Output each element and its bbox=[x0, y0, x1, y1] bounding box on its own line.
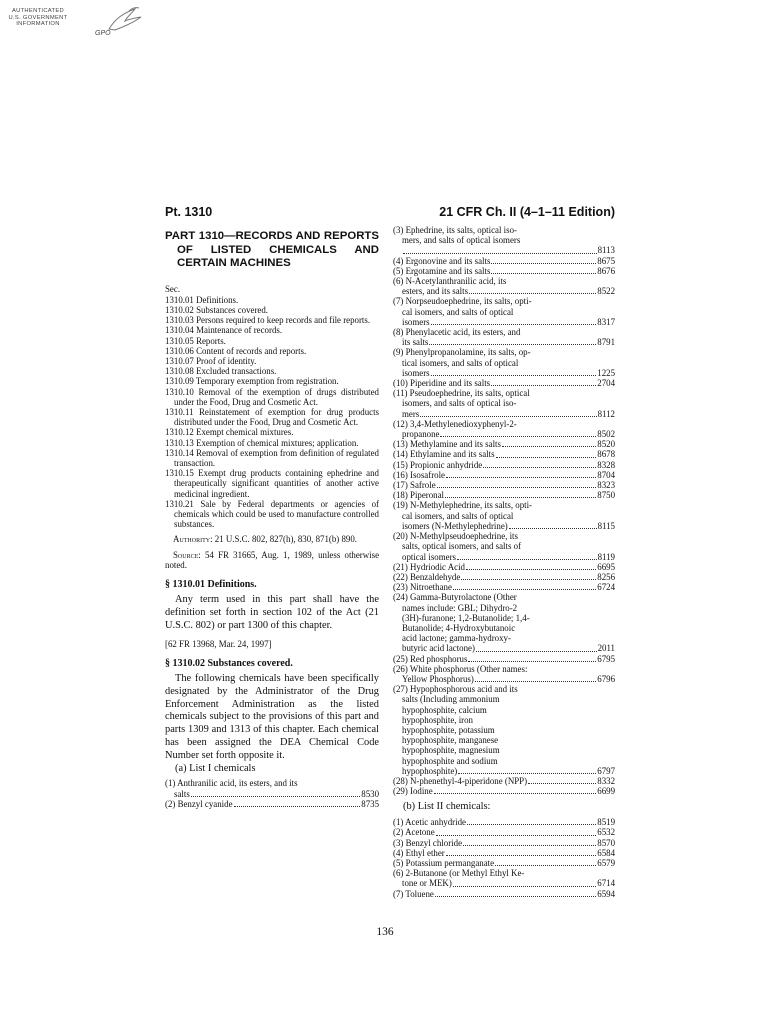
entry-line bbox=[393, 848, 615, 858]
entry-line bbox=[393, 245, 615, 255]
entry-line bbox=[393, 286, 615, 296]
entry-name: (1) Acetic anhydride bbox=[393, 817, 466, 828]
entry-continuation: acid lactone; gamma-hydroxy- bbox=[402, 633, 511, 644]
toc-item: 1310.10 Removal of the exemption of drugs distributed under the Food, Drug and Cosmetic Act. bbox=[165, 386, 379, 407]
entry-name: (6) 2-Butanone (or Methyl Ethyl Ke- bbox=[393, 868, 525, 879]
toc-item: 1310.01 Definitions. bbox=[165, 294, 239, 305]
list-entry bbox=[393, 827, 615, 837]
entry-name: (2) Acetone bbox=[393, 827, 435, 838]
entry-name: (13) Methylamine and its salts bbox=[393, 439, 501, 450]
entry-name: (14) Ethylamine and its salts bbox=[393, 449, 495, 460]
dot-leader bbox=[468, 661, 596, 662]
entry-line bbox=[393, 317, 615, 327]
entry-name: (2) Benzyl cyanide bbox=[165, 798, 233, 809]
section-1310-02-heading: § 1310.02 Substances covered. bbox=[165, 657, 293, 669]
entry-name: (5) Ergotamine and its salts bbox=[393, 265, 491, 276]
dot-leader bbox=[234, 806, 361, 807]
right-column bbox=[393, 225, 615, 899]
chemical-code: 8317 bbox=[597, 316, 615, 327]
logo-gpo: GPO bbox=[95, 30, 111, 37]
entry-name: (16) Isosafrole bbox=[393, 469, 445, 480]
entry-line bbox=[393, 643, 615, 653]
entry-name: (4) Ergonovine and its salts bbox=[393, 255, 491, 266]
list-entry bbox=[393, 858, 615, 868]
entry-name: (24) Gamma-Butyrolactone (Other bbox=[393, 592, 517, 603]
chemical-code: 6714 bbox=[597, 878, 615, 889]
entry-line bbox=[393, 368, 615, 378]
list-entry bbox=[393, 889, 615, 899]
entry-continuation: optical isomers bbox=[402, 551, 456, 562]
toc-item: 1310.05 Reports. bbox=[165, 335, 226, 346]
entry-name: (26) White phosphorus (Other names: bbox=[393, 663, 528, 674]
dot-leader bbox=[466, 569, 596, 570]
entry-continuation: hypophosphite, iron bbox=[402, 714, 473, 725]
entry-continuation: salts, optical isomers, and salts of bbox=[402, 541, 522, 552]
toc-item: 1310.03 Persons required to keep records and file reports. bbox=[165, 315, 371, 326]
section-1310-02-text: The following chemicals have been specifically designated by the Administrator of the Drug Enforcement Administration as the listed chemicals subject to the provisions of this part and parts 1309 and 1313 of this chapter. Each chemical has been assigned the DEA Chemical Code Number set forth opposite it. bbox=[165, 672, 379, 761]
entry-continuation: salts bbox=[174, 788, 190, 799]
list-entry bbox=[393, 592, 615, 653]
dot-leader bbox=[491, 273, 596, 274]
entry-continuation: isomers bbox=[402, 367, 430, 378]
chemical-code: 8676 bbox=[597, 265, 615, 276]
list-entry bbox=[393, 838, 615, 848]
dot-leader bbox=[491, 385, 596, 386]
entry-line bbox=[393, 776, 615, 786]
authority-note bbox=[165, 534, 379, 544]
chemical-code: 8522 bbox=[597, 286, 615, 297]
entry-name: (20) N-Methylpseudoephedrine, its bbox=[393, 531, 518, 542]
running-head bbox=[165, 205, 615, 221]
entry-name: (3) Ephedrine, its salts, optical iso- bbox=[393, 225, 517, 235]
dot-leader bbox=[453, 589, 596, 590]
list-1-right-entries bbox=[393, 225, 615, 796]
part-title: PART 1310—RECORDS AND REPORTS OF LISTED CHEMICALS AND CERTAIN MACHINES bbox=[165, 230, 379, 269]
logo-text bbox=[7, 8, 69, 28]
dot-leader bbox=[469, 293, 596, 294]
entry-continuation: tical isomers, and salts of optical bbox=[402, 357, 519, 368]
entry-name: (17) Safrole bbox=[393, 480, 436, 491]
eagle-icon bbox=[105, 5, 145, 33]
entry-name: (5) Potassium permanganate bbox=[393, 857, 495, 868]
dot-leader bbox=[467, 824, 596, 825]
dot-leader bbox=[420, 416, 596, 417]
list-entry bbox=[393, 562, 615, 572]
entry-name: (23) Nitroethane bbox=[393, 582, 452, 593]
chemical-code: 8328 bbox=[597, 459, 615, 470]
section-1310-01-text: Any term used in this part shall have the definition set forth in section 102 of the Act (21 U.S.C. 802) or part 1300 of this chapter. bbox=[165, 594, 379, 631]
entry-line bbox=[393, 378, 615, 388]
chemical-code: 8519 bbox=[597, 817, 615, 828]
chemical-code: 6695 bbox=[597, 561, 615, 572]
entry-line bbox=[393, 817, 615, 827]
entry-line bbox=[393, 470, 615, 480]
list-entry bbox=[393, 296, 615, 327]
dot-leader bbox=[436, 835, 597, 836]
chemical-code: 6584 bbox=[597, 847, 615, 858]
list-entry bbox=[393, 449, 615, 459]
dot-leader bbox=[403, 253, 597, 254]
source-note bbox=[165, 550, 379, 570]
entry-line bbox=[393, 449, 615, 459]
entry-line bbox=[393, 572, 615, 582]
entry-line bbox=[393, 838, 615, 848]
entry-continuation: names include: GBL; Dihydro-2 bbox=[402, 602, 518, 613]
section-1310-01-heading: § 1310.01 Definitions. bbox=[165, 578, 257, 590]
entry-line bbox=[393, 562, 615, 572]
entry-line bbox=[393, 766, 615, 776]
chemical-code: 8735 bbox=[361, 798, 379, 809]
entry-name: (7) Norpseudoephedrine, its salts, opti- bbox=[393, 296, 532, 307]
list-entry bbox=[393, 500, 615, 531]
dot-leader bbox=[463, 845, 596, 846]
entry-continuation: hypophosphite and sodium bbox=[402, 755, 498, 766]
list-entry bbox=[393, 378, 615, 388]
entry-continuation: cal isomers, and salts of optical bbox=[402, 510, 514, 521]
table-of-contents bbox=[165, 295, 379, 530]
list-entry bbox=[165, 799, 379, 809]
entry-continuation: isomers (N-Methylephedrine) bbox=[402, 520, 508, 531]
authority-label: Authority: bbox=[173, 534, 213, 545]
entry-name: (29) Iodine bbox=[393, 786, 433, 797]
toc-item: 1310.07 Proof of identity. bbox=[165, 355, 257, 366]
list-2-label: (b) List II chemicals: bbox=[403, 801, 491, 813]
entry-name: (4) Ethyl ether bbox=[393, 847, 445, 858]
entry-name: (7) Toluene bbox=[393, 888, 434, 899]
toc-item: 1310.11 Reinstatement of exemption for drug products distributed under the Food, Drug and Cosmetic Act. bbox=[165, 406, 379, 428]
running-head-part: Pt. 1310 bbox=[165, 205, 213, 219]
entry-line bbox=[393, 786, 615, 796]
entry-name: (11) Pseudoephedrine, its salts, optical bbox=[393, 388, 530, 399]
entry-continuation: cal isomers, and salts of optical bbox=[402, 306, 514, 317]
list-entry bbox=[393, 490, 615, 500]
list-entry bbox=[393, 327, 615, 347]
source-label: Source: bbox=[173, 549, 201, 560]
chemical-code: 8675 bbox=[597, 255, 615, 266]
chemical-code: 6699 bbox=[597, 786, 615, 797]
entry-line bbox=[393, 827, 615, 837]
entry-line bbox=[393, 858, 615, 868]
entry-continuation: (3H)-furanone; 1,2-Butanolide; 1,4- bbox=[402, 612, 530, 623]
toc-item: 1310.02 Substances covered. bbox=[165, 304, 269, 315]
list-entry bbox=[393, 276, 615, 296]
entry-line bbox=[393, 460, 615, 470]
list-entry bbox=[393, 684, 615, 776]
gpo-authentication-logo bbox=[5, 5, 145, 41]
chemical-code: 8570 bbox=[597, 837, 615, 848]
dot-leader bbox=[475, 681, 596, 682]
entry-continuation: propanone bbox=[402, 429, 440, 440]
dot-leader bbox=[437, 487, 597, 488]
entry-name: (3) Benzyl chloride bbox=[393, 837, 463, 848]
dot-leader bbox=[445, 497, 596, 498]
chemical-code: 6532 bbox=[597, 827, 615, 838]
toc-item: 1310.04 Maintenance of records. bbox=[165, 325, 283, 336]
left-column bbox=[165, 225, 379, 809]
entry-line bbox=[165, 789, 379, 799]
chemical-code: 6797 bbox=[597, 765, 615, 776]
dot-leader bbox=[191, 796, 360, 797]
entry-name: (1) Anthranilic acid, its esters, and its bbox=[165, 778, 298, 789]
entry-continuation: mers bbox=[402, 408, 420, 419]
chemical-code: 8115 bbox=[597, 520, 615, 531]
list-entry bbox=[393, 480, 615, 490]
logo-line: AUTHENTICATED bbox=[11, 8, 65, 14]
list-entry bbox=[393, 531, 615, 562]
dot-leader bbox=[476, 651, 597, 652]
dot-leader bbox=[431, 375, 597, 376]
entry-continuation: hypophosphite, calcium bbox=[402, 704, 487, 715]
toc-label: Sec. bbox=[165, 283, 181, 294]
chemical-code: 8332 bbox=[597, 775, 615, 786]
chemical-code: 8530 bbox=[361, 788, 379, 799]
entry-line bbox=[393, 409, 615, 419]
entry-name: (15) Propionic anhydride bbox=[393, 459, 483, 470]
entry-name: (10) Piperidine and its salts bbox=[393, 378, 491, 389]
entry-continuation: its salts bbox=[402, 337, 429, 348]
chemical-code: 8113 bbox=[597, 245, 615, 256]
toc-item: 1310.09 Temporary exemption from registration. bbox=[165, 376, 339, 387]
dot-leader bbox=[491, 263, 596, 264]
entry-continuation: mers, and salts of optical isomers bbox=[402, 235, 521, 246]
chemical-code: 8323 bbox=[597, 480, 615, 491]
entry-line bbox=[393, 582, 615, 592]
chemical-code: 2011 bbox=[597, 643, 615, 654]
list-entry bbox=[393, 654, 615, 664]
running-head-edition: 21 CFR Ch. II (4–1–11 Edition) bbox=[439, 205, 615, 219]
list-entry bbox=[393, 582, 615, 592]
entry-line bbox=[393, 480, 615, 490]
list-entry bbox=[165, 778, 379, 798]
list-entry bbox=[393, 664, 615, 684]
entry-name: (8) Phenylacetic acid, its esters, and bbox=[393, 327, 521, 338]
list-entry bbox=[393, 848, 615, 858]
entry-line bbox=[393, 674, 615, 684]
entry-continuation: butyric acid lactone) bbox=[402, 643, 475, 654]
chemical-code: 1225 bbox=[597, 367, 615, 378]
entry-continuation: esters, and its salts bbox=[402, 286, 469, 297]
chemical-code: 6724 bbox=[597, 582, 615, 593]
chemical-code: 8520 bbox=[597, 439, 615, 450]
list-entry bbox=[393, 572, 615, 582]
source-text: 54 FR 31665, Aug. 1, 1989, unless otherwise noted. bbox=[165, 549, 380, 570]
section-1310-01-citation: [62 FR 13968, Mar. 24, 1997] bbox=[165, 638, 272, 649]
entry-line bbox=[393, 337, 615, 347]
entry-name: (6) N-Acetylanthranilic acid, its bbox=[393, 276, 507, 287]
list-entry bbox=[393, 817, 615, 827]
list-1-left-entries bbox=[165, 778, 379, 809]
entry-continuation: hypophosphite) bbox=[402, 765, 458, 776]
dot-leader bbox=[446, 855, 596, 856]
dot-leader bbox=[495, 865, 596, 866]
entry-name: (18) Piperonal bbox=[393, 490, 445, 501]
entry-continuation: salts (Including ammonium bbox=[402, 694, 500, 705]
entry-line bbox=[393, 878, 615, 888]
entry-line bbox=[393, 490, 615, 500]
list-entry bbox=[393, 388, 615, 419]
dot-leader bbox=[528, 783, 596, 784]
list-entry bbox=[393, 225, 615, 256]
dot-leader bbox=[509, 528, 597, 529]
entry-line bbox=[393, 654, 615, 664]
toc-item: 1310.21 Sale by Federal departments or agencies of chemicals which could be used to manufacture controlled substances. bbox=[165, 498, 379, 530]
chemical-code: 8119 bbox=[597, 551, 615, 562]
chemical-code: 8750 bbox=[597, 490, 615, 501]
list-entry bbox=[393, 266, 615, 276]
entry-line bbox=[165, 799, 379, 809]
entry-line bbox=[393, 552, 615, 562]
dot-leader bbox=[431, 324, 597, 325]
dot-leader bbox=[429, 344, 596, 345]
chemical-code: 8791 bbox=[597, 337, 615, 348]
list-1-label: (a) List I chemicals bbox=[175, 762, 256, 774]
logo-line: U.S. GOVERNMENT bbox=[8, 14, 68, 21]
entry-name: (28) N-phenethyl-4-piperidone (NPP) bbox=[393, 775, 528, 786]
list-entry bbox=[393, 256, 615, 266]
chemical-code: 6796 bbox=[597, 673, 615, 684]
entry-name: (21) Hydriodic Acid bbox=[393, 561, 465, 572]
chemical-code: 8502 bbox=[597, 429, 615, 440]
toc-item: 1310.06 Content of records and reports. bbox=[165, 345, 307, 356]
entry-name: (9) Phenylpropanolamine, its salts, op- bbox=[393, 347, 531, 358]
entry-continuation: tone or MEK) bbox=[402, 878, 452, 889]
entry-line bbox=[393, 889, 615, 899]
chemical-code: 8256 bbox=[597, 571, 615, 582]
logo-line: INFORMATION bbox=[16, 21, 60, 28]
dot-leader bbox=[440, 436, 596, 437]
chemical-code: 8112 bbox=[597, 408, 615, 419]
dot-leader bbox=[453, 886, 596, 887]
page-number: 136 bbox=[376, 926, 394, 938]
entry-line bbox=[393, 256, 615, 266]
list-entry bbox=[393, 776, 615, 786]
chemical-code: 8678 bbox=[597, 449, 615, 460]
entry-name: (25) Red phosphorus bbox=[393, 653, 468, 664]
authority-text: 21 U.S.C. 802, 827(h), 830, 871(b) 890. bbox=[214, 534, 358, 545]
list-entry bbox=[393, 347, 615, 378]
entry-name: (27) Hypophosphorous acid and its bbox=[393, 684, 518, 695]
toc-item: 1310.14 Removal of exemption from definition of regulated transaction. bbox=[165, 447, 379, 468]
entry-name: (19) N-Methylephedrine, its salts, opti- bbox=[393, 500, 533, 511]
entry-line bbox=[393, 429, 615, 439]
entry-name: (12) 3,4-Methylenedioxyphenyl-2- bbox=[393, 418, 517, 429]
chemical-code: 8704 bbox=[597, 469, 615, 480]
dot-leader bbox=[458, 773, 596, 774]
list-2-entries bbox=[393, 817, 615, 899]
toc-item: 1310.08 Excluded transactions. bbox=[165, 366, 277, 377]
list-entry bbox=[393, 419, 615, 439]
entry-continuation: Butanolide; 4-Hydroxybutanoic bbox=[402, 622, 516, 633]
toc-item: 1310.12 Exempt chemical mixtures. bbox=[165, 427, 294, 438]
toc-item: 1310.15 Exempt drug products containing ephedrine and therapeutically significant quantities of another active medicinal ingredient. bbox=[165, 468, 379, 499]
entry-continuation: isomers bbox=[402, 316, 430, 327]
dot-leader bbox=[457, 559, 597, 560]
list-entry bbox=[393, 868, 615, 888]
dot-leader bbox=[496, 457, 597, 458]
entry-line bbox=[393, 266, 615, 276]
entry-continuation: Yellow Phosphorus) bbox=[402, 673, 474, 684]
toc-item: 1310.13 Exemption of chemical mixtures; application. bbox=[165, 437, 359, 448]
entry-continuation: hypophosphite, magnesium bbox=[402, 745, 500, 756]
entry-continuation: isomers, and salts of optical iso- bbox=[402, 398, 517, 409]
chemical-code: 6594 bbox=[597, 888, 615, 899]
list-entry bbox=[393, 439, 615, 449]
list-entry bbox=[393, 786, 615, 796]
entry-line bbox=[393, 439, 615, 449]
dot-leader bbox=[446, 477, 596, 478]
dot-leader bbox=[461, 579, 596, 580]
chemical-code: 2704 bbox=[597, 378, 615, 389]
list-entry bbox=[393, 460, 615, 470]
dot-leader bbox=[483, 467, 596, 468]
list-entry bbox=[393, 470, 615, 480]
entry-continuation: hypophosphite, manganese bbox=[402, 735, 499, 746]
dot-leader bbox=[435, 896, 596, 897]
dot-leader bbox=[434, 793, 597, 794]
entry-continuation: hypophosphite, potassium bbox=[402, 724, 495, 735]
entry-line bbox=[393, 521, 615, 531]
chemical-code: 6579 bbox=[597, 857, 615, 868]
chemical-code: 6795 bbox=[597, 653, 615, 664]
entry-name: (22) Benzaldehyde bbox=[393, 571, 461, 582]
dot-leader bbox=[502, 446, 596, 447]
